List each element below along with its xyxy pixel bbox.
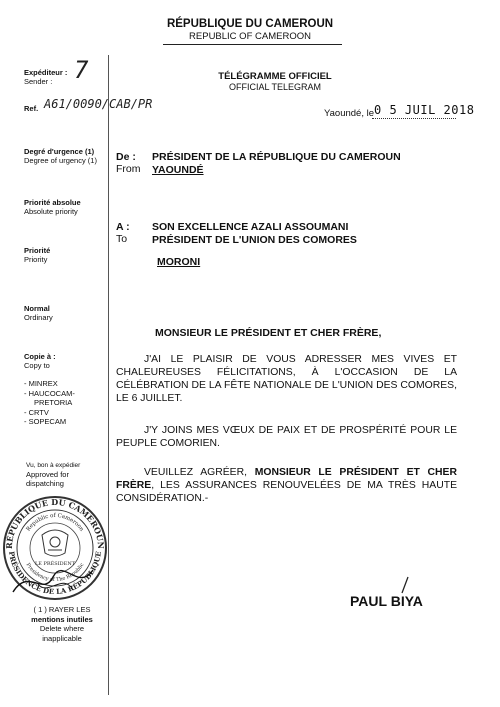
- date-stamp: 0 5 JUIL 2018: [374, 103, 475, 117]
- normal-en: Ordinary: [24, 313, 53, 322]
- copy-block: [24, 352, 56, 370]
- header-divider: [163, 44, 342, 45]
- copy-item: - SOPECAM: [24, 417, 67, 427]
- urgency-label-fr: Degré d'urgence (1): [24, 147, 95, 156]
- dispatch-en1: Approved for: [26, 470, 69, 479]
- from-label: [116, 151, 141, 175]
- to-label-en: To: [116, 233, 128, 245]
- footnote-line3: Delete where: [39, 624, 85, 633]
- from-line2: YAOUNDÉ: [152, 164, 204, 176]
- sender-label-fr: Expéditeur :: [24, 68, 68, 77]
- copy-item: - HAUCOCAM-: [24, 388, 75, 398]
- signature-name: PAUL BIYA: [350, 593, 423, 609]
- ref-handwritten: A61/0090/CAB/PR: [44, 97, 153, 111]
- seal-emblem-icon: [42, 530, 68, 556]
- copy-en: Copy to: [24, 361, 50, 370]
- abs-priority-en: Absolute priority: [24, 207, 78, 216]
- priority-block: [24, 246, 50, 264]
- copy-fr: Copie à :: [24, 352, 56, 361]
- sender-handwritten: 7: [74, 56, 89, 84]
- to-line1: SON EXCELLENCE AZALI ASSOUMANI: [152, 221, 349, 233]
- paragraph-3: [116, 466, 457, 505]
- paragraph-3-end: , LES ASSURANCES RENOUVELÉES DE MA TRÈS HAUTE CONSIDÉRATION.-: [116, 480, 457, 504]
- paragraph-2: J'Y JOINS MES VŒUX DE PAIX ET DE PROSPÉRITÉ POUR LE PEUPLE COMORIEN.: [116, 425, 457, 449]
- to-line2: PRÉSIDENT DE L'UNION DES COMORES: [152, 234, 357, 246]
- ref-label: Ref.: [24, 104, 39, 113]
- copy-list: [24, 379, 75, 427]
- republic-title-fr: RÉPUBLIQUE DU CAMEROUN: [166, 18, 334, 30]
- normal-block: [24, 304, 53, 322]
- telegram-title-en: OFFICIAL TELEGRAM: [228, 82, 322, 92]
- abs-priority-fr: Priorité absolue: [24, 198, 81, 207]
- copy-item: - MINREX: [24, 379, 58, 388]
- to-label: [116, 221, 130, 245]
- normal-fr: Normal: [24, 304, 50, 313]
- republic-title-en: REPUBLIC OF CAMEROON: [189, 31, 311, 42]
- seal-inner-top: Republic of Cameroon: [25, 513, 85, 533]
- copy-item: PRETORIA: [34, 398, 73, 408]
- date-underline: [372, 118, 456, 119]
- footnote-line1: ( 1 ) RAYER LES: [33, 605, 91, 614]
- footnote-block: [22, 605, 102, 643]
- priority-en: Priority: [24, 255, 48, 264]
- footnote-line2: mentions inutiles: [31, 614, 93, 624]
- initial-mark-icon: [398, 575, 414, 595]
- sender-block: [24, 68, 67, 86]
- priority-fr: Priorité: [24, 246, 51, 255]
- dispatch-signature-icon: [8, 562, 98, 602]
- from-label-fr: De :: [116, 151, 136, 163]
- paragraph-3-bold: MONSIEUR LE PRÉSIDENT ET CHER FRÈRE: [116, 467, 457, 491]
- paragraph-1: J'AI LE PLAISIR DE VOUS ADRESSER MES VIVES ET CHALEUREUSES FÉLICITATIONS, À L'OCCASION DE LA CÉLÉBRATION DE LA FÊTE NATIONALE DE L'UNION DES COMORES, LE 6 JUILLET.: [116, 354, 457, 404]
- telegram-title-fr: TÉLÉGRAMME OFFICIEL: [218, 71, 332, 82]
- urgency-block: [24, 147, 97, 165]
- place-date-label: Yaoundé, le: [324, 108, 375, 119]
- seal-center-text: LE PRÉSIDENT: [34, 561, 76, 567]
- telegram-title: [200, 71, 350, 92]
- left-margin-line: [108, 55, 109, 695]
- from-label-en: From: [116, 163, 141, 175]
- urgency-label-en: Degree of urgency (1): [24, 156, 97, 165]
- seal-outer-bottom: PRÉSIDENCE DE LA RÉPUBLIQUE: [7, 550, 103, 597]
- salutation: MONSIEUR LE PRÉSIDENT ET CHER FRÈRE,: [155, 327, 382, 339]
- to-label-fr: A :: [116, 221, 130, 233]
- copy-item: - CRTV: [24, 407, 49, 417]
- sender-label-en: Sender :: [24, 77, 53, 86]
- dispatch-block: [26, 461, 80, 488]
- dispatch-fr: Vu, bon à expédier: [26, 462, 81, 469]
- dispatch-en2: dispatching: [26, 479, 64, 488]
- abs-priority-block: [24, 198, 81, 216]
- to-line3: MORONI: [157, 256, 201, 268]
- seal-outer-top: RÉPUBLIQUE DU CAMEROUN: [3, 496, 107, 550]
- footnote-line4: inapplicable: [42, 633, 82, 643]
- seal-inner-bottom: Presidency of The Republic: [24, 562, 86, 584]
- paragraph-3-start: VEUILLEZ AGRÉER,: [144, 467, 255, 478]
- from-line1: PRÉSIDENT DE LA RÉPUBLIQUE DU CAMEROUN: [152, 151, 401, 163]
